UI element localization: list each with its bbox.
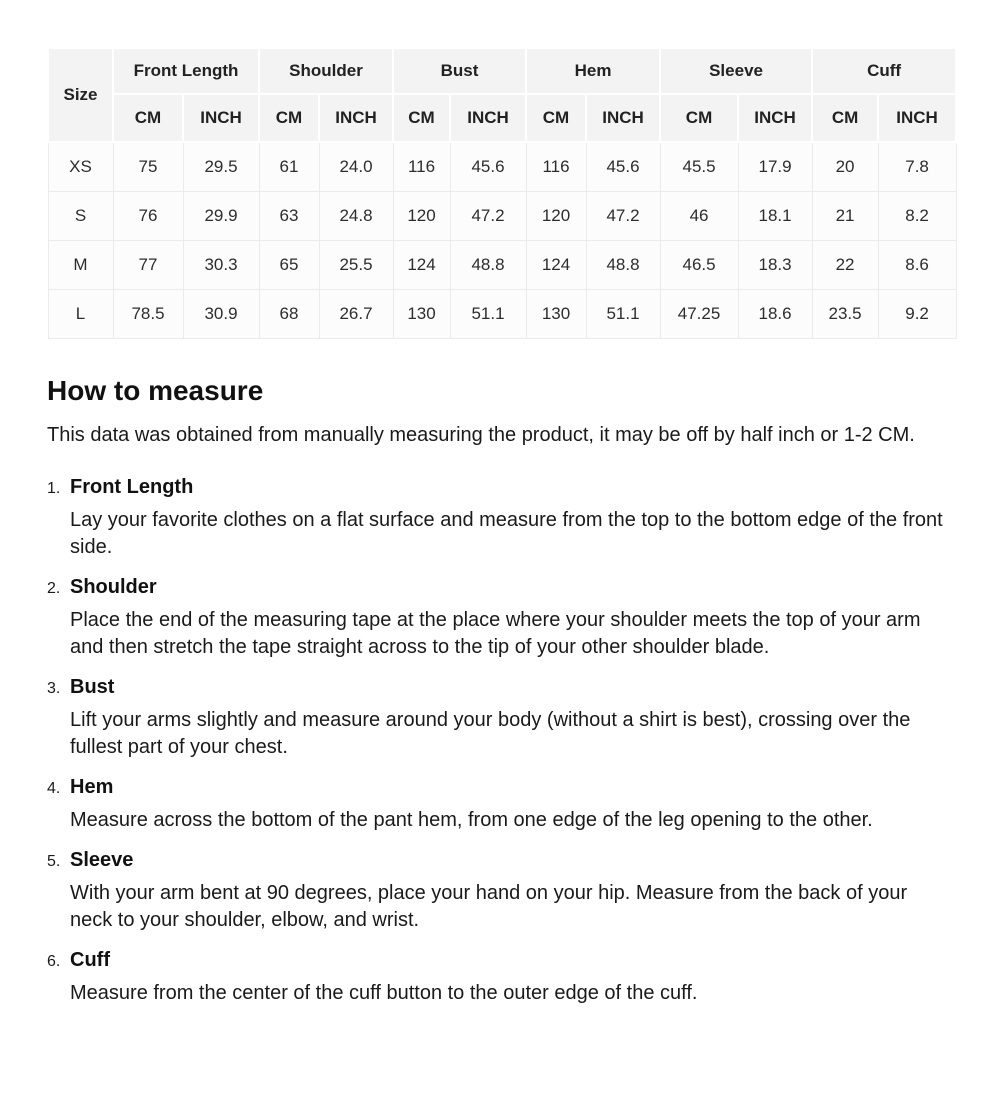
unit-header-inch: INCH [738,94,812,142]
table-cell: 45.6 [450,142,526,191]
step-term: Sleeve [70,848,134,871]
table-cell: 61 [259,142,319,191]
size-chart-table [47,47,957,339]
table-cell: 30.9 [183,289,259,338]
unit-header-cm: CM [812,94,878,142]
table-cell: 78.5 [113,289,183,338]
group-header-front-length: Front Length [113,48,259,94]
table-cell: 51.1 [586,289,660,338]
list-item-bust [47,673,953,761]
step-heading [47,946,953,974]
step-number: 2. [47,579,61,597]
table-cell: 47.25 [660,289,738,338]
table-cell: 124 [526,240,586,289]
step-description: Lift your arms slightly and measure around your body (without a shirt is best), crossing over the fullest part of your chest. [70,708,911,758]
step-heading [47,673,953,701]
table-cell: 63 [259,191,319,240]
table-cell: 130 [393,289,450,338]
table-cell: 76 [113,191,183,240]
step-term: Cuff [70,948,110,971]
table-cell: 18.3 [738,240,812,289]
table-cell: 21 [812,191,878,240]
list-item-front-length [47,473,953,561]
table-cell: 29.5 [183,142,259,191]
table-cell: 24.8 [319,191,393,240]
table-cell: 18.6 [738,289,812,338]
size-chart-body [48,142,956,338]
size-cell: M [48,240,113,289]
table-cell: 46 [660,191,738,240]
step-number: 3. [47,679,61,697]
table-cell: 48.8 [450,240,526,289]
table-cell: 9.2 [878,289,956,338]
table-cell: 75 [113,142,183,191]
step-term: Front Length [70,475,194,498]
table-cell: 24.0 [319,142,393,191]
unit-header-inch: INCH [319,94,393,142]
table-cell: 51.1 [450,289,526,338]
group-header-hem: Hem [526,48,660,94]
unit-header-inch: INCH [183,94,259,142]
table-cell: 8.2 [878,191,956,240]
step-description: Lay your favorite clothes on a flat surface and measure from the top to the bottom edge of the front side. [70,508,943,558]
table-cell: 29.9 [183,191,259,240]
size-chart-header [48,48,956,142]
unit-header-cm: CM [526,94,586,142]
how-to-measure-title: How to measure [47,374,264,406]
how-to-measure-intro: This data was obtained from manually measuring the product, it may be off by half inch or 1-2 CM. [47,423,915,446]
table-cell: 22 [812,240,878,289]
table-row-s [48,191,956,240]
step-term: Shoulder [70,575,157,598]
list-item-sleeve [47,846,953,934]
unit-row [48,94,956,142]
unit-header-inch: INCH [878,94,956,142]
table-cell: 45.5 [660,142,738,191]
table-cell: 8.6 [878,240,956,289]
table-cell: 68 [259,289,319,338]
step-description: With your arm bent at 90 degrees, place your hand on your hip. Measure from the back of your neck to your shoulder, elbow, and wrist. [70,881,908,931]
measure-group-row [48,48,956,94]
step-term: Hem [70,775,114,798]
unit-header-inch: INCH [586,94,660,142]
step-number: 1. [47,479,61,497]
table-cell: 25.5 [319,240,393,289]
step-number: 4. [47,779,61,797]
step-number: 5. [47,852,61,870]
unit-header-cm: CM [393,94,450,142]
table-cell: 120 [393,191,450,240]
list-item-cuff [47,946,953,1007]
group-header-shoulder: Shoulder [259,48,393,94]
unit-header-cm: CM [113,94,183,142]
table-cell: 116 [393,142,450,191]
size-cell: XS [48,142,113,191]
table-cell: 45.6 [586,142,660,191]
unit-header-cm: CM [259,94,319,142]
table-cell: 47.2 [450,191,526,240]
step-heading [47,846,953,874]
size-cell: L [48,289,113,338]
table-cell: 124 [393,240,450,289]
step-description: Place the end of the measuring tape at the place where your shoulder meets the top of your arm and then stretch the tape straight across to the tip of your other shoulder blade. [70,608,921,658]
table-cell: 77 [113,240,183,289]
step-heading [47,773,953,801]
list-item-hem [47,773,953,834]
table-cell: 7.8 [878,142,956,191]
group-header-sleeve: Sleeve [660,48,812,94]
step-term: Bust [70,675,115,698]
table-cell: 130 [526,289,586,338]
table-cell: 65 [259,240,319,289]
table-cell: 120 [526,191,586,240]
table-cell: 116 [526,142,586,191]
measure-steps-list [47,473,953,1007]
size-column-header: Size [48,48,113,142]
group-header-cuff: Cuff [812,48,956,94]
size-cell: S [48,191,113,240]
step-heading [47,573,953,601]
table-row-m [48,240,956,289]
step-heading [47,473,953,501]
step-number: 6. [47,952,61,970]
table-row-l [48,289,956,338]
unit-header-inch: INCH [450,94,526,142]
table-cell: 26.7 [319,289,393,338]
table-cell: 30.3 [183,240,259,289]
table-cell: 23.5 [812,289,878,338]
unit-header-cm: CM [660,94,738,142]
group-header-bust: Bust [393,48,526,94]
table-cell: 18.1 [738,191,812,240]
table-cell: 17.9 [738,142,812,191]
table-cell: 48.8 [586,240,660,289]
step-description: Measure from the center of the cuff button to the outer edge of the cuff. [70,981,698,1004]
list-item-shoulder [47,573,953,661]
table-cell: 46.5 [660,240,738,289]
table-cell: 20 [812,142,878,191]
table-cell: 47.2 [586,191,660,240]
table-row-xs [48,142,956,191]
step-description: Measure across the bottom of the pant hem, from one edge of the leg opening to the other. [70,808,873,831]
